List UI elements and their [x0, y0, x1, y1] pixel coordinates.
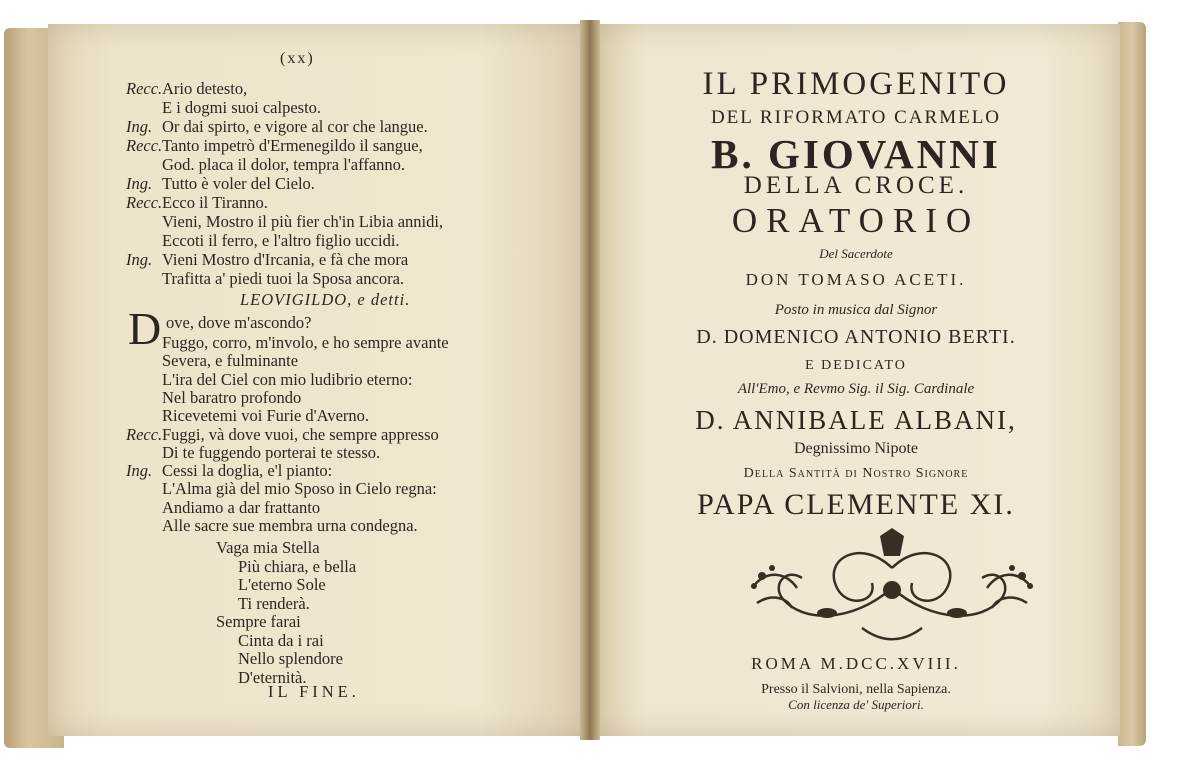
- dialogue-line: Or dai spirto, e vigore al cor che langue.: [162, 117, 428, 136]
- title-line-5: ORATORIO: [731, 201, 981, 240]
- speaker-label: Ing.: [126, 250, 153, 269]
- license-line: Con licenza de' Superiori.: [788, 697, 924, 712]
- verse-line: Andiamo a dar frattanto: [162, 497, 321, 517]
- aria-line: Più chiara, e bella: [238, 556, 357, 576]
- verse-line: Ricevetemi voi Furie d'Averno.: [162, 406, 370, 426]
- author-prefix: Del Sacerdote: [819, 246, 893, 261]
- composer-name: D. DOMENICO ANTONIO BERTI.: [696, 326, 1016, 348]
- relation-line: Degnissimo Nipote: [794, 440, 918, 457]
- title-line-3: B. GIOVANNI: [711, 131, 1001, 177]
- aria-line: Cinta da i rai: [238, 630, 324, 650]
- speaker-label: Ing.: [126, 174, 153, 193]
- dialogue-line: Tutto è voler del Cielo.: [162, 174, 315, 193]
- verse-line: Nel baratro profondo: [162, 387, 302, 407]
- dialogue-line: Trafitta a' piedi tuoi la Sposa ancora.: [162, 269, 405, 288]
- dialogue-line: Vieni, Mostro il più fier ch'in Libia annidi,: [162, 212, 444, 231]
- dialogue-line: Tanto impetrò d'Ermenegildo il sangue,: [162, 136, 423, 155]
- end-mark: IL FINE.: [268, 682, 360, 701]
- speaker-label: Recc.: [126, 193, 163, 212]
- title-line-1: IL PRIMOGENITO: [702, 66, 1010, 102]
- dialogue-line: E i dogmi suoi calpesto.: [162, 98, 322, 117]
- aria-line: Vaga mia Stella: [216, 538, 320, 557]
- drop-cap: D: [128, 303, 162, 354]
- dedication-line: E DEDICATO: [805, 358, 907, 373]
- dialogue-line: God. placa il dolor, tempra l'affanno.: [162, 155, 406, 174]
- verse-line: Severa, e fulminante: [162, 351, 299, 371]
- speaker-label: Recc.: [126, 136, 163, 155]
- author-name: DON TOMASO ACETI.: [745, 270, 967, 289]
- title-line-4: DELLA CROCE.: [743, 172, 969, 199]
- aria-line: Nello splendore: [238, 649, 343, 668]
- dialogue-line: Eccoti il ferro, e l'altro figlio uccidi.: [162, 231, 400, 250]
- aria-line: L'eterno Sole: [238, 575, 326, 594]
- acanthus-scroll-ornament-icon: [742, 528, 1042, 648]
- dialogue-line: Ecco il Tiranno.: [162, 193, 268, 212]
- speaker-label: Recc.: [126, 424, 163, 444]
- verse-line: Fuggi, và dove vuoi, che sempre appresso: [162, 424, 439, 444]
- book-edge-right: [1118, 22, 1146, 746]
- aria-line: D'eternità.: [238, 667, 307, 687]
- pope-name: PAPA CLEMENTE XI.: [697, 488, 1015, 521]
- aria-line: Sempre farai: [216, 612, 301, 631]
- title-line-2: DEL RIFORMATO CARMELO: [710, 107, 1002, 128]
- verse-line: Alle sacre sue membra urna condegna.: [162, 516, 418, 535]
- holiness-line: Della Santità di Nostro Signore: [743, 466, 969, 481]
- speaker-label: Recc.: [126, 79, 163, 98]
- speaker-label: Ing.: [126, 117, 153, 136]
- imprint-place: ROMA M.DCC.XVIII.: [751, 654, 961, 673]
- verse-line: L'ira del Ciel con mio ludibrio eterno:: [162, 369, 413, 389]
- speaker-label: Ing.: [126, 461, 153, 481]
- verse-line: Fuggo, corro, m'involo, e ho sempre avante: [162, 333, 449, 352]
- dialogue-line: Vieni Mostro d'Ircania, e fà che mora: [162, 250, 409, 269]
- verse-line: L'Alma già del mio Sposo in Cielo regna:: [162, 479, 437, 499]
- dialogue-line: Ario detesto,: [162, 79, 248, 98]
- verse-line: Cessi la doglia, e'l pianto:: [162, 461, 333, 481]
- first-verse-line: ove, dove m'ascondo?: [166, 313, 312, 332]
- dedicatee-title: All'Emo, e Revmo Sig. il Sig. Cardinale: [737, 381, 975, 397]
- page-number: (xx): [280, 50, 315, 67]
- scene-heading: LEOVIGILDO, e detti.: [240, 290, 411, 309]
- aria-line: Ti renderà.: [238, 593, 310, 613]
- dedicatee-name: D. ANNIBALE ALBANI,: [695, 405, 1017, 435]
- verse-line: Di te fuggendo porterai te stesso.: [162, 442, 381, 462]
- printer-line: Presso il Salvioni, nella Sapienza.: [761, 682, 951, 697]
- music-prefix: Posto in musica dal Signor: [774, 302, 938, 318]
